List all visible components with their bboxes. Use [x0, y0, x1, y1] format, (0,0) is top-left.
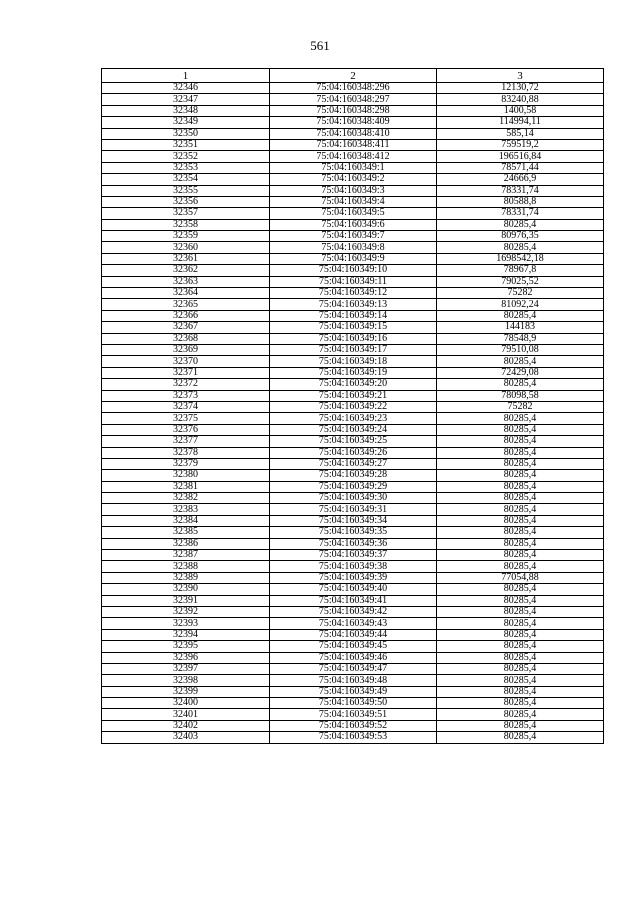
- value-cell: 144183: [437, 322, 604, 333]
- cadastral-number-cell: 75:04:160349:18: [270, 356, 437, 367]
- value-cell: 80285,4: [437, 641, 604, 652]
- table-row: [102, 538, 604, 549]
- cadastral-number-cell: 75:04:160349:43: [270, 618, 437, 629]
- row-number-cell: 32383: [102, 504, 270, 515]
- row-number-cell: 32400: [102, 698, 270, 709]
- value-cell: 80285,4: [437, 436, 604, 447]
- row-number-cell: 32395: [102, 641, 270, 652]
- table-row: [102, 675, 604, 686]
- row-number-cell: 32359: [102, 231, 270, 242]
- row-number-cell: 32358: [102, 219, 270, 230]
- cadastral-number-cell: 75:04:160349:9: [270, 253, 437, 264]
- cadastral-number-cell: 75:04:160349:38: [270, 561, 437, 572]
- value-cell: 78548,9: [437, 333, 604, 344]
- cadastral-number-cell: 75:04:160349:6: [270, 219, 437, 230]
- table-row: [102, 652, 604, 663]
- cadastral-number-cell: 75:04:160349:46: [270, 652, 437, 663]
- cadastral-number-cell: 75:04:160349:41: [270, 595, 437, 606]
- cadastral-number-cell: 75:04:160348:298: [270, 105, 437, 116]
- row-number-cell: 32391: [102, 595, 270, 606]
- value-cell: 80285,4: [437, 242, 604, 253]
- row-number-cell: 32378: [102, 447, 270, 458]
- row-number-cell: 32366: [102, 310, 270, 321]
- table-row: [102, 333, 604, 344]
- cadastral-number-cell: 75:04:160349:26: [270, 447, 437, 458]
- cadastral-number-cell: 75:04:160349:21: [270, 390, 437, 401]
- table-row: [102, 310, 604, 321]
- value-cell: 80285,4: [437, 527, 604, 538]
- table-row: [102, 322, 604, 333]
- value-cell: 80285,4: [437, 709, 604, 720]
- column-header-1: 1: [102, 69, 270, 83]
- value-cell: 80285,4: [437, 584, 604, 595]
- cadastral-number-cell: 75:04:160349:31: [270, 504, 437, 515]
- value-cell: 80285,4: [437, 720, 604, 731]
- table-row: [102, 550, 604, 561]
- table-row: [102, 629, 604, 640]
- row-number-cell: 32375: [102, 413, 270, 424]
- table-row: [102, 401, 604, 412]
- table-row: [102, 527, 604, 538]
- row-number-cell: 32364: [102, 288, 270, 299]
- value-cell: 80285,4: [437, 481, 604, 492]
- value-cell: 80976,35: [437, 231, 604, 242]
- value-cell: 196516,84: [437, 151, 604, 162]
- table-row: [102, 732, 604, 743]
- table-row: [102, 367, 604, 378]
- row-number-cell: 32353: [102, 162, 270, 173]
- table-row: [102, 390, 604, 401]
- table-row: [102, 162, 604, 173]
- value-cell: 72429,08: [437, 367, 604, 378]
- cadastral-number-cell: 75:04:160349:52: [270, 720, 437, 731]
- value-cell: 80285,4: [437, 732, 604, 743]
- cadastral-number-cell: 75:04:160349:3: [270, 185, 437, 196]
- cadastral-number-cell: 75:04:160348:297: [270, 94, 437, 105]
- row-number-cell: 32388: [102, 561, 270, 572]
- cadastral-number-cell: 75:04:160348:412: [270, 151, 437, 162]
- row-number-cell: 32365: [102, 299, 270, 310]
- value-cell: 80285,4: [437, 458, 604, 469]
- table-row: [102, 128, 604, 139]
- table-header: [102, 69, 604, 83]
- cadastral-number-cell: 75:04:160348:410: [270, 128, 437, 139]
- cadastral-number-cell: 75:04:160349:51: [270, 709, 437, 720]
- row-number-cell: 32373: [102, 390, 270, 401]
- row-number-cell: 32354: [102, 174, 270, 185]
- page-number: 561: [310, 38, 330, 53]
- row-number-cell: 32357: [102, 208, 270, 219]
- table-row: [102, 413, 604, 424]
- table-row: [102, 174, 604, 185]
- row-number-cell: 32381: [102, 481, 270, 492]
- table-row: [102, 356, 604, 367]
- value-cell: 77054,88: [437, 572, 604, 583]
- value-cell: 24666,9: [437, 174, 604, 185]
- table-row: [102, 606, 604, 617]
- value-cell: 80285,4: [437, 447, 604, 458]
- cadastral-number-cell: 75:04:160349:8: [270, 242, 437, 253]
- row-number-cell: 32360: [102, 242, 270, 253]
- row-number-cell: 32374: [102, 401, 270, 412]
- table-row: [102, 698, 604, 709]
- table-row: [102, 117, 604, 128]
- table-row: [102, 481, 604, 492]
- table-row: [102, 458, 604, 469]
- row-number-cell: 32397: [102, 663, 270, 674]
- table-row: [102, 208, 604, 219]
- row-number-cell: 32361: [102, 253, 270, 264]
- row-number-cell: 32352: [102, 151, 270, 162]
- value-cell: 78571,44: [437, 162, 604, 173]
- table-row: [102, 265, 604, 276]
- value-cell: 80285,4: [437, 618, 604, 629]
- row-number-cell: 32376: [102, 424, 270, 435]
- row-number-cell: 32385: [102, 527, 270, 538]
- value-cell: 80285,4: [437, 413, 604, 424]
- value-cell: 12130,72: [437, 83, 604, 94]
- cadastral-number-cell: 75:04:160349:42: [270, 606, 437, 617]
- value-cell: 80588,8: [437, 196, 604, 207]
- table-row: [102, 276, 604, 287]
- value-cell: 80285,4: [437, 424, 604, 435]
- value-cell: 1400,58: [437, 105, 604, 116]
- cadastral-number-cell: 75:04:160349:27: [270, 458, 437, 469]
- cadastral-number-cell: 75:04:160349:34: [270, 515, 437, 526]
- row-number-cell: 32392: [102, 606, 270, 617]
- cadastral-number-cell: 75:04:160349:13: [270, 299, 437, 310]
- value-cell: 80285,4: [437, 515, 604, 526]
- row-number-cell: 32369: [102, 344, 270, 355]
- row-number-cell: 32355: [102, 185, 270, 196]
- cadastral-number-cell: 75:04:160349:30: [270, 493, 437, 504]
- column-header-3: 3: [437, 69, 604, 83]
- cadastral-number-cell: 75:04:160349:50: [270, 698, 437, 709]
- value-cell: 75282: [437, 288, 604, 299]
- row-number-cell: 32384: [102, 515, 270, 526]
- table-row: [102, 709, 604, 720]
- cadastral-number-cell: 75:04:160349:1: [270, 162, 437, 173]
- row-number-cell: 32351: [102, 139, 270, 150]
- cadastral-number-cell: 75:04:160349:22: [270, 401, 437, 412]
- table-row: [102, 470, 604, 481]
- value-cell: 81092,24: [437, 299, 604, 310]
- table-row: [102, 379, 604, 390]
- table-row: [102, 493, 604, 504]
- value-cell: 78331,74: [437, 208, 604, 219]
- cadastral-number-cell: 75:04:160348:411: [270, 139, 437, 150]
- column-header-2: 2: [270, 69, 437, 83]
- value-cell: 80285,4: [437, 538, 604, 549]
- cadastral-number-cell: 75:04:160349:7: [270, 231, 437, 242]
- table-row: [102, 686, 604, 697]
- cadastral-number-cell: 75:04:160349:24: [270, 424, 437, 435]
- value-cell: 80285,4: [437, 379, 604, 390]
- cadastral-number-cell: 75:04:160349:17: [270, 344, 437, 355]
- value-cell: 80285,4: [437, 675, 604, 686]
- cadastral-number-cell: 75:04:160348:409: [270, 117, 437, 128]
- row-number-cell: 32387: [102, 550, 270, 561]
- table-row: [102, 424, 604, 435]
- value-cell: 80285,4: [437, 310, 604, 321]
- cadastral-number-cell: 75:04:160349:20: [270, 379, 437, 390]
- value-cell: 759519,2: [437, 139, 604, 150]
- value-cell: 80285,4: [437, 504, 604, 515]
- table-row: [102, 185, 604, 196]
- value-cell: 79025,52: [437, 276, 604, 287]
- table-row: [102, 231, 604, 242]
- cadastral-number-cell: 75:04:160349:48: [270, 675, 437, 686]
- value-cell: 80285,4: [437, 470, 604, 481]
- row-number-cell: 32403: [102, 732, 270, 743]
- table-row: [102, 139, 604, 150]
- table-row: [102, 447, 604, 458]
- table-row: [102, 663, 604, 674]
- value-cell: 78331,74: [437, 185, 604, 196]
- cadastral-number-cell: 75:04:160349:15: [270, 322, 437, 333]
- row-number-cell: 32363: [102, 276, 270, 287]
- table-row: [102, 196, 604, 207]
- value-cell: 80285,4: [437, 219, 604, 230]
- row-number-cell: 32346: [102, 83, 270, 94]
- table-row: [102, 436, 604, 447]
- row-number-cell: 32348: [102, 105, 270, 116]
- value-cell: 80285,4: [437, 493, 604, 504]
- table-row: [102, 561, 604, 572]
- value-cell: 114994,11: [437, 117, 604, 128]
- table-row: [102, 151, 604, 162]
- value-cell: 80285,4: [437, 698, 604, 709]
- value-cell: 83240,88: [437, 94, 604, 105]
- cadastral-number-cell: 75:04:160349:49: [270, 686, 437, 697]
- cadastral-number-cell: 75:04:160349:47: [270, 663, 437, 674]
- row-number-cell: 32398: [102, 675, 270, 686]
- cadastral-number-cell: 75:04:160349:37: [270, 550, 437, 561]
- row-number-cell: 32379: [102, 458, 270, 469]
- table-row: [102, 641, 604, 652]
- row-number-cell: 32401: [102, 709, 270, 720]
- table-row: [102, 595, 604, 606]
- cadastral-number-cell: 75:04:160349:29: [270, 481, 437, 492]
- row-number-cell: 32377: [102, 436, 270, 447]
- table-body: [102, 83, 604, 744]
- cadastral-number-cell: 75:04:160349:12: [270, 288, 437, 299]
- table-row: [102, 720, 604, 731]
- row-number-cell: 32389: [102, 572, 270, 583]
- value-cell: 78967,8: [437, 265, 604, 276]
- table-row: [102, 253, 604, 264]
- cadastral-number-cell: 75:04:160349:2: [270, 174, 437, 185]
- value-cell: 78098,58: [437, 390, 604, 401]
- row-number-cell: 32386: [102, 538, 270, 549]
- row-number-cell: 32368: [102, 333, 270, 344]
- value-cell: 80285,4: [437, 663, 604, 674]
- header-row: [102, 69, 604, 83]
- cadastral-number-cell: 75:04:160349:14: [270, 310, 437, 321]
- cadastral-number-cell: 75:04:160349:39: [270, 572, 437, 583]
- row-number-cell: 32394: [102, 629, 270, 640]
- row-number-cell: 32402: [102, 720, 270, 731]
- table-row: [102, 618, 604, 629]
- row-number-cell: 32393: [102, 618, 270, 629]
- cadastral-number-cell: 75:04:160349:4: [270, 196, 437, 207]
- value-cell: 80285,4: [437, 356, 604, 367]
- value-cell: 80285,4: [437, 561, 604, 572]
- value-cell: 585,14: [437, 128, 604, 139]
- table-row: [102, 242, 604, 253]
- value-cell: 80285,4: [437, 629, 604, 640]
- cadastral-number-cell: 75:04:160349:23: [270, 413, 437, 424]
- cadastral-number-cell: 75:04:160349:35: [270, 527, 437, 538]
- value-cell: 75282: [437, 401, 604, 412]
- table-row: [102, 584, 604, 595]
- cadastral-number-cell: 75:04:160349:45: [270, 641, 437, 652]
- cadastral-table: [101, 68, 604, 744]
- table-row: [102, 105, 604, 116]
- cadastral-number-cell: 75:04:160349:25: [270, 436, 437, 447]
- value-cell: 80285,4: [437, 595, 604, 606]
- value-cell: 80285,4: [437, 686, 604, 697]
- table-row: [102, 219, 604, 230]
- cadastral-number-cell: 75:04:160349:16: [270, 333, 437, 344]
- cadastral-number-cell: 75:04:160349:19: [270, 367, 437, 378]
- row-number-cell: 32382: [102, 493, 270, 504]
- row-number-cell: 32356: [102, 196, 270, 207]
- cadastral-number-cell: 75:04:160348:296: [270, 83, 437, 94]
- table-row: [102, 515, 604, 526]
- table-row: [102, 344, 604, 355]
- row-number-cell: 32347: [102, 94, 270, 105]
- row-number-cell: 32372: [102, 379, 270, 390]
- row-number-cell: 32396: [102, 652, 270, 663]
- row-number-cell: 32349: [102, 117, 270, 128]
- row-number-cell: 32371: [102, 367, 270, 378]
- row-number-cell: 32362: [102, 265, 270, 276]
- table-row: [102, 94, 604, 105]
- row-number-cell: 32370: [102, 356, 270, 367]
- row-number-cell: 32390: [102, 584, 270, 595]
- row-number-cell: 32367: [102, 322, 270, 333]
- table-row: [102, 504, 604, 515]
- value-cell: 80285,4: [437, 606, 604, 617]
- table-row: [102, 572, 604, 583]
- cadastral-number-cell: 75:04:160349:44: [270, 629, 437, 640]
- cadastral-number-cell: 75:04:160349:5: [270, 208, 437, 219]
- table-row: [102, 299, 604, 310]
- cadastral-number-cell: 75:04:160349:28: [270, 470, 437, 481]
- cadastral-number-cell: 75:04:160349:53: [270, 732, 437, 743]
- row-number-cell: 32399: [102, 686, 270, 697]
- value-cell: 80285,4: [437, 652, 604, 663]
- value-cell: 80285,4: [437, 550, 604, 561]
- cadastral-number-cell: 75:04:160349:11: [270, 276, 437, 287]
- cadastral-number-cell: 75:04:160349:36: [270, 538, 437, 549]
- row-number-cell: 32350: [102, 128, 270, 139]
- table-row: [102, 288, 604, 299]
- value-cell: 79510,08: [437, 344, 604, 355]
- table-row: [102, 83, 604, 94]
- value-cell: 1698542,18: [437, 253, 604, 264]
- cadastral-number-cell: 75:04:160349:10: [270, 265, 437, 276]
- row-number-cell: 32380: [102, 470, 270, 481]
- cadastral-number-cell: 75:04:160349:40: [270, 584, 437, 595]
